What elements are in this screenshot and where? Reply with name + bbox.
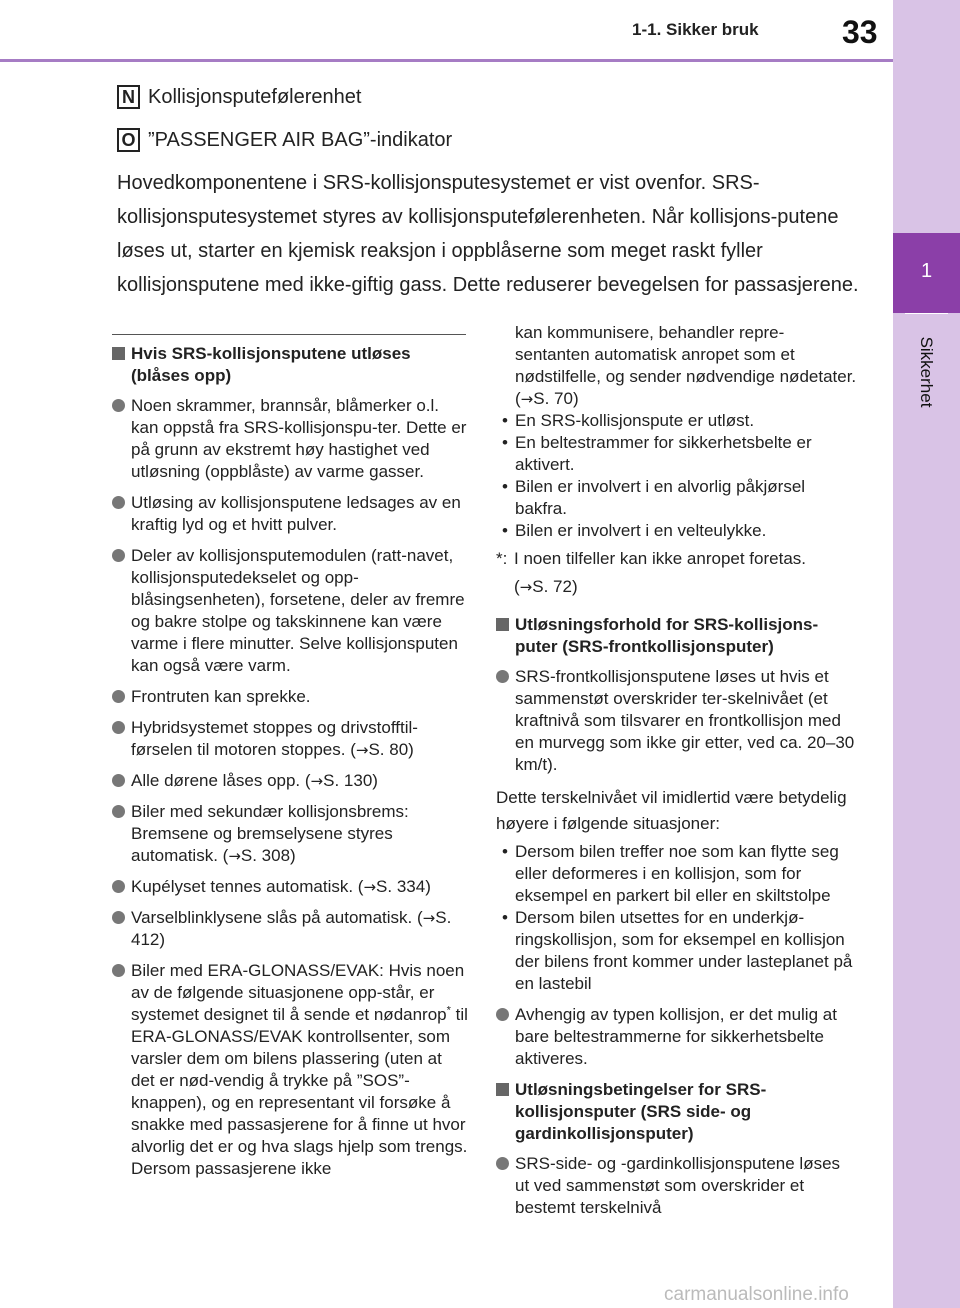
item-text: SRS-frontkollisjonsputene løses ut hvis et sammenstøt overskrider ter-skelnivået (et kraftnivå som tilsvarer en frontkollisjon med en murvegg som ikke gir etter, ved ca. 20–30 km/t). bbox=[515, 667, 855, 774]
item-text: Biler med ERA-GLONASS/EVAK: Hvis noen av de følgende situasjonene opp-står, er systemet designet til å sende et nødanrop bbox=[131, 961, 465, 1024]
chapter-tab[interactable] bbox=[893, 233, 960, 313]
heading-text: Utløsningsbetingelser for SRS-kollisjonsputer (SRS side- og gardinkollisjonsputer) bbox=[515, 1080, 767, 1143]
page-ref-link[interactable]: S. 72 bbox=[532, 577, 572, 596]
left-column bbox=[112, 334, 468, 1189]
circle-bullet-icon bbox=[112, 880, 125, 893]
heading-text: Utløsningsforhold for SRS-kollisjons-puter (SRS-frontkollisjonsputer) bbox=[515, 615, 819, 656]
paren-close: ) bbox=[425, 877, 431, 896]
footnote-marker[interactable]: * bbox=[446, 1004, 451, 1017]
legend-text-o: ”PASSENGER AIR BAG”-indikator bbox=[148, 128, 453, 151]
arrow-icon: → bbox=[355, 741, 369, 759]
dash-list-item bbox=[502, 520, 858, 542]
item-text: Utløsing av kollisjonsputene ledsages av en kraftig lyd og et hvitt pulver. bbox=[131, 493, 461, 534]
section-heading-frontal bbox=[496, 614, 858, 658]
list-item bbox=[496, 1004, 858, 1070]
list-item bbox=[112, 717, 468, 761]
section-heading-deployment bbox=[112, 343, 468, 387]
bullet-text: Bilen er involvert i en alvorlig påkjørsel bakfra. bbox=[515, 477, 806, 518]
dot-bullet: • bbox=[502, 842, 508, 861]
item-text: Biler med sekundær kollisjonsbrems: Bremsene og bremselysene styres automatisk. ( bbox=[131, 802, 409, 865]
bullet-text: En SRS-kollisjonspute er utløst. bbox=[515, 411, 755, 430]
circle-bullet-icon bbox=[496, 1008, 509, 1021]
section-heading-side bbox=[496, 1079, 858, 1145]
dash-list-item bbox=[502, 841, 858, 907]
chapter-label: Sikkerhet bbox=[917, 336, 936, 408]
list-item bbox=[112, 960, 468, 1180]
circle-bullet-icon bbox=[112, 774, 125, 787]
column-rule bbox=[112, 334, 466, 335]
circle-bullet-icon bbox=[112, 549, 125, 562]
arrow-icon: → bbox=[228, 847, 241, 865]
plain-paragraph: Dette terskelnivået vil imidlertid være betydelig høyere i følgende situasjoner: bbox=[496, 788, 847, 833]
section-title: 1-1. Sikker bruk bbox=[632, 20, 759, 39]
list-item bbox=[112, 770, 468, 792]
dash-list-item bbox=[502, 410, 858, 432]
square-bullet-icon bbox=[112, 347, 125, 360]
list-item bbox=[112, 801, 468, 867]
right-column bbox=[496, 322, 858, 1228]
intro-paragraph: Hovedkomponentene i SRS-kollisjonsputesystemet er vist ovenfor. SRS-kollisjonsputesystemet styres av kollisjonsputefølerenheten. Når kollisjons-putene løses ut, starter en kjemisk reaksjon i oppblåserne som meget raskt fyller kollisjonsputene med ikke-giftig gass. Dette reduserer bevegelsen for passasjerene. bbox=[117, 172, 859, 296]
footnote-text: I noen tilfeller kan ikke anropet foretas. bbox=[514, 549, 806, 568]
paren-close: ) bbox=[290, 846, 296, 865]
square-bullet-icon bbox=[496, 1083, 509, 1096]
item-text: Noen skrammer, brannsår, blåmerker o.l. kan oppstå fra SRS-kollisjonspu-ter. Dette er på grunn av ekstremt høy hastighet ved utløsning (oppblåste) av varme gasser. bbox=[131, 396, 467, 481]
footnote bbox=[496, 548, 858, 604]
list-item bbox=[112, 395, 468, 483]
item-text: kan kommunisere, behandler repre-sentanten automatisk anropet som et nødstilfelle, og sender nødvendige nødetater. ( bbox=[515, 323, 857, 408]
list-item bbox=[112, 545, 468, 677]
circle-bullet-icon bbox=[112, 496, 125, 509]
legend-row-o bbox=[117, 123, 862, 157]
continued-text bbox=[515, 322, 858, 410]
dot-bullet: • bbox=[502, 433, 508, 452]
side-band bbox=[893, 0, 960, 1308]
dot-bullet: • bbox=[502, 477, 508, 496]
arrow-icon: → bbox=[310, 772, 324, 790]
item-text-continued: til ERA-GLONASS/EVAK kontrollsenter, som varsler dem om bilens plassering (uten at det er nød-vendig å trykke på ”SOS”-knappen), og en representant vil forsøke å snakke med passasjerene for å finne ut hvor alvorlig det er og hva slags hjelp som trengs. Dersom passasjerene ikke bbox=[131, 1005, 468, 1178]
list-item bbox=[112, 492, 468, 536]
item-text: Frontruten kan sprekke. bbox=[131, 687, 311, 706]
item-text: Kupélyset tennes automatisk. ( bbox=[131, 877, 364, 896]
chapter-number: 1 bbox=[920, 260, 933, 282]
list-item bbox=[112, 686, 468, 708]
page-ref-link[interactable]: S. 412 bbox=[131, 908, 452, 949]
page-number: 33 bbox=[842, 14, 878, 50]
page-ref-link[interactable]: S. 334 bbox=[376, 877, 426, 896]
dash-list-item bbox=[502, 907, 858, 995]
list-item bbox=[496, 666, 858, 776]
bullet-text: Bilen er involvert i en velteulykke. bbox=[515, 521, 767, 540]
circle-bullet-icon bbox=[496, 670, 509, 683]
circle-bullet-icon bbox=[112, 721, 125, 734]
arrow-icon: → bbox=[520, 390, 534, 408]
bullet-text: Dersom bilen utsettes for en underkjø-ringskollisjon, som for eksempel en kollisjon der bilens front kommer under lasteplanet på en lastebil bbox=[515, 908, 853, 993]
paren-close: ) bbox=[372, 771, 378, 790]
arrow-icon: → bbox=[519, 578, 533, 596]
page-ref-link[interactable]: S. 70 bbox=[533, 389, 573, 408]
arrow-icon: → bbox=[422, 909, 436, 927]
dash-list-item bbox=[502, 432, 858, 476]
page-ref-link[interactable]: S. 308 bbox=[240, 846, 291, 865]
footnote-text-wrap: I noen tilfeller kan ikke anropet foretas. (→S. 72) bbox=[514, 549, 806, 596]
side-divider bbox=[905, 313, 948, 314]
paren-close: ) bbox=[408, 740, 414, 759]
list-item bbox=[112, 907, 468, 951]
paren-close: ) bbox=[159, 930, 166, 949]
bullet-text: En beltestrammer for sikkerhetsbelte er aktivert. bbox=[515, 433, 812, 474]
circle-bullet-icon bbox=[112, 964, 125, 977]
circle-bullet-icon bbox=[496, 1157, 509, 1170]
dot-bullet: • bbox=[502, 908, 508, 927]
paren-close: ) bbox=[572, 389, 579, 408]
top-block bbox=[117, 80, 862, 302]
arrow-icon: → bbox=[363, 878, 377, 896]
square-bullet-icon bbox=[496, 618, 509, 631]
circle-bullet-icon bbox=[112, 911, 125, 924]
circle-bullet-icon bbox=[112, 805, 125, 818]
item-text: SRS-side- og -gardinkollisjonsputene løses ut ved sammenstøt som overskrider et bestemt terskelnivå bbox=[515, 1154, 841, 1217]
page-ref-link[interactable]: S. 80 bbox=[368, 740, 409, 759]
item-text: Alle dørene låses opp. ( bbox=[131, 771, 311, 790]
bullet-text: Dersom bilen treffer noe som kan flytte seg eller deformeres i en kollisjon, som for eksempel en parkert bil eller en skiltstolpe bbox=[515, 842, 839, 905]
legend-letter-o: O bbox=[117, 128, 140, 152]
legend-letter-n: N bbox=[117, 85, 140, 109]
page-ref-link[interactable]: S. 130 bbox=[323, 771, 373, 790]
dot-bullet: • bbox=[502, 521, 508, 540]
legend-text-n: Kollisjonsputefølerenhet bbox=[148, 85, 362, 108]
item-text: Varselblinklysene slås på automatisk. ( bbox=[131, 908, 423, 927]
item-text: Hybridsystemet stoppes og drivstofftil-førselen til motoren stoppes. ( bbox=[131, 718, 418, 759]
item-text: Avhengig av typen kollisjon, er det mulig at bare beltestrammerne for sikkerhetsbelte aktiveres. bbox=[515, 1005, 837, 1068]
heading-text: Hvis SRS-kollisjonsputene utløses (blåses opp) bbox=[131, 344, 411, 385]
circle-bullet-icon bbox=[112, 690, 125, 703]
dot-bullet: • bbox=[502, 411, 508, 430]
header-rule bbox=[0, 59, 893, 62]
dash-list-item bbox=[502, 476, 858, 520]
watermark-text: carmanualsonline.info bbox=[664, 1284, 849, 1305]
list-item bbox=[112, 876, 468, 898]
legend-row-n bbox=[117, 80, 862, 114]
list-item bbox=[496, 1153, 858, 1219]
circle-bullet-icon bbox=[112, 399, 125, 412]
item-text: Deler av kollisjonsputemodulen (ratt-navet, kollisjonsputedekselet og opp-blåsingsenheten), forsetene, deler av fremre og bakre stolpe og takskinnene kan være varme i flere minutter. Selve kollisjonsputen kan også være varm. bbox=[131, 546, 465, 675]
footnote-mark: *: bbox=[496, 549, 508, 568]
